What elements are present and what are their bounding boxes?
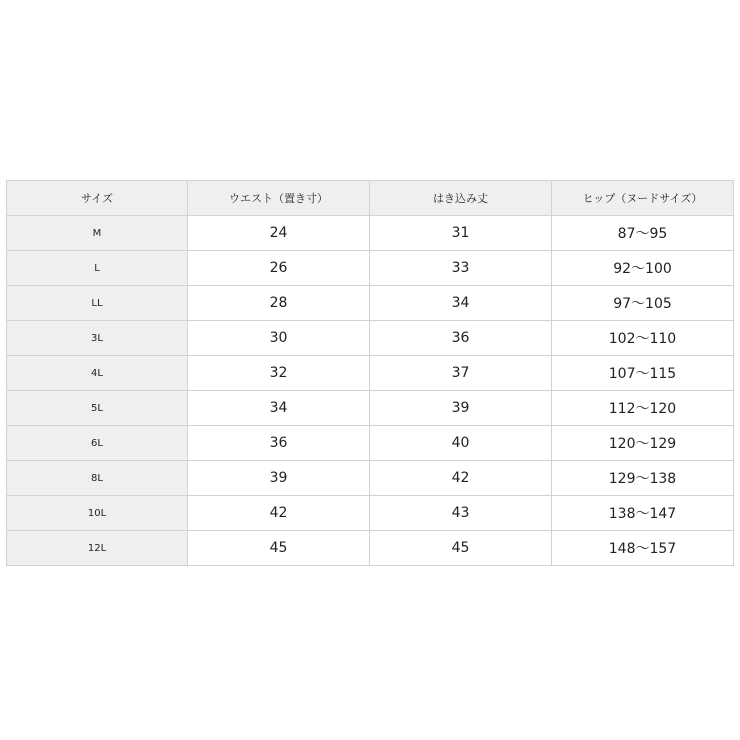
size-cell: 5L (7, 391, 188, 426)
table-row (7, 496, 734, 531)
header-waist: ウエスト（置き寸） (188, 181, 370, 216)
hip-cell: 112～120 (552, 391, 734, 426)
size-cell: 12L (7, 531, 188, 566)
size-chart-body (7, 216, 734, 566)
waist-cell: 42 (188, 496, 370, 531)
size-cell: M (7, 216, 188, 251)
size-chart-header (7, 181, 734, 216)
waist-cell: 32 (188, 356, 370, 391)
table-row (7, 286, 734, 321)
length-cell: 45 (370, 531, 552, 566)
table-row (7, 426, 734, 461)
table-row (7, 216, 734, 251)
size-cell: 6L (7, 426, 188, 461)
table-row (7, 461, 734, 496)
length-cell: 42 (370, 461, 552, 496)
hip-cell: 102～110 (552, 321, 734, 356)
length-cell: 34 (370, 286, 552, 321)
length-cell: 36 (370, 321, 552, 356)
hip-cell: 129～138 (552, 461, 734, 496)
waist-cell: 24 (188, 216, 370, 251)
table-row (7, 251, 734, 286)
size-cell: 10L (7, 496, 188, 531)
waist-cell: 45 (188, 531, 370, 566)
waist-cell: 30 (188, 321, 370, 356)
table-row (7, 391, 734, 426)
hip-cell: 97～105 (552, 286, 734, 321)
size-cell: 8L (7, 461, 188, 496)
size-cell: 3L (7, 321, 188, 356)
hip-cell: 120～129 (552, 426, 734, 461)
size-cell: LL (7, 286, 188, 321)
size-chart-table (6, 180, 734, 566)
table-row (7, 356, 734, 391)
hip-cell: 87～95 (552, 216, 734, 251)
length-cell: 31 (370, 216, 552, 251)
waist-cell: 34 (188, 391, 370, 426)
waist-cell: 28 (188, 286, 370, 321)
header-inseam-length: はき込み丈 (370, 181, 552, 216)
waist-cell: 26 (188, 251, 370, 286)
length-cell: 40 (370, 426, 552, 461)
header-hip: ヒップ（ヌードサイズ） (552, 181, 734, 216)
header-row (7, 181, 734, 216)
length-cell: 37 (370, 356, 552, 391)
length-cell: 39 (370, 391, 552, 426)
table-row (7, 321, 734, 356)
hip-cell: 107～115 (552, 356, 734, 391)
hip-cell: 138～147 (552, 496, 734, 531)
hip-cell: 92～100 (552, 251, 734, 286)
size-cell: 4L (7, 356, 188, 391)
length-cell: 43 (370, 496, 552, 531)
size-cell: L (7, 251, 188, 286)
length-cell: 33 (370, 251, 552, 286)
waist-cell: 39 (188, 461, 370, 496)
header-size: サイズ (7, 181, 188, 216)
hip-cell: 148～157 (552, 531, 734, 566)
waist-cell: 36 (188, 426, 370, 461)
table-row (7, 531, 734, 566)
